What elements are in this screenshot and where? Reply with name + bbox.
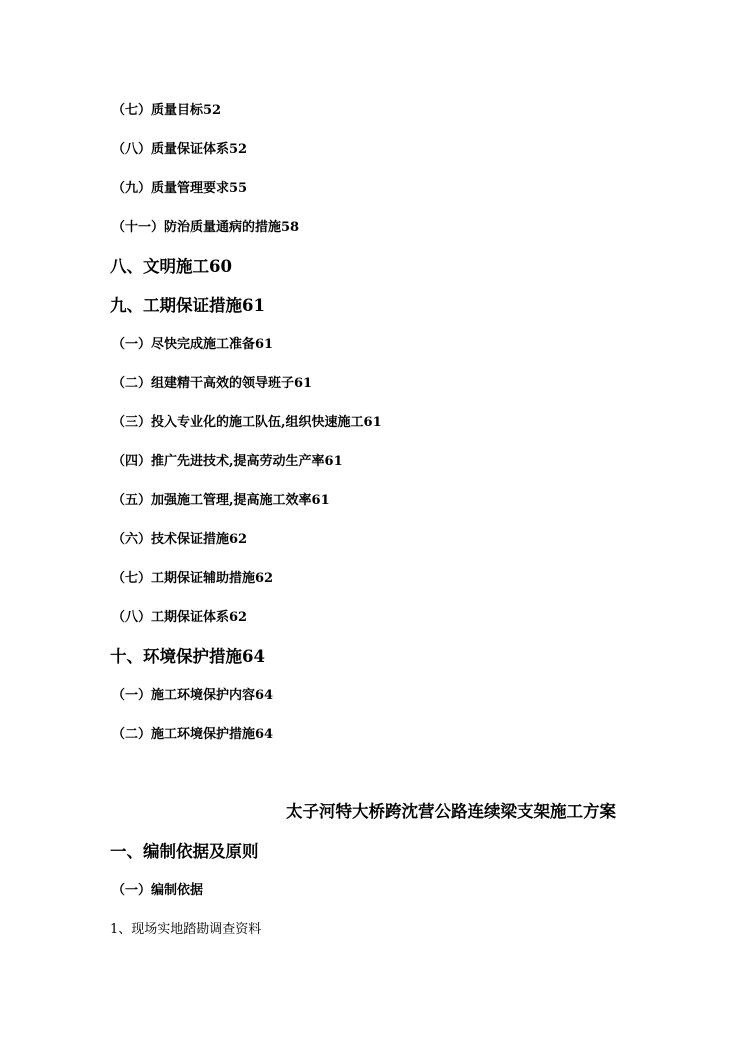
toc-entry: （四）推广先进技术,提高劳动生产率61 bbox=[112, 454, 343, 469]
toc-entry: （八）质量保证体系52 bbox=[112, 142, 248, 157]
document-title: 太子河特大桥跨沈营公路连续梁支架施工方案 bbox=[286, 802, 616, 821]
toc-entry: （七）质量目标52 bbox=[112, 103, 222, 118]
section-heading: 一、编制依据及原则 bbox=[110, 842, 259, 861]
toc-entry: （十一）防治质量通病的措施58 bbox=[112, 220, 300, 235]
toc-entry: （九）质量管理要求55 bbox=[112, 181, 248, 196]
toc-entry: （一）尽快完成施工准备61 bbox=[112, 337, 274, 352]
toc-entry: （二）组建精干高效的领导班子61 bbox=[112, 376, 313, 391]
toc-entry: （五）加强施工管理,提高施工效率61 bbox=[112, 493, 330, 508]
toc-entry: （六）技术保证措施62 bbox=[112, 532, 248, 547]
toc-entry: （二）施工环境保护措施64 bbox=[112, 727, 274, 742]
body-paragraph: 1、现场实地踏勘调查资料 bbox=[110, 922, 262, 937]
toc-entry: （一）施工环境保护内容64 bbox=[112, 688, 274, 703]
toc-entry-major: 九、工期保证措施61 bbox=[110, 296, 265, 315]
toc-entry: （七）工期保证辅助措施62 bbox=[112, 571, 274, 586]
toc-entry: （八）工期保证体系62 bbox=[112, 610, 248, 625]
toc-entry-major: 八、文明施工60 bbox=[110, 257, 232, 276]
toc-entry-major: 十、环境保护措施64 bbox=[110, 647, 265, 666]
toc-entry: （三）投入专业化的施工队伍,组织快速施工61 bbox=[112, 415, 382, 430]
subsection-heading: （一）编制依据 bbox=[112, 883, 204, 898]
